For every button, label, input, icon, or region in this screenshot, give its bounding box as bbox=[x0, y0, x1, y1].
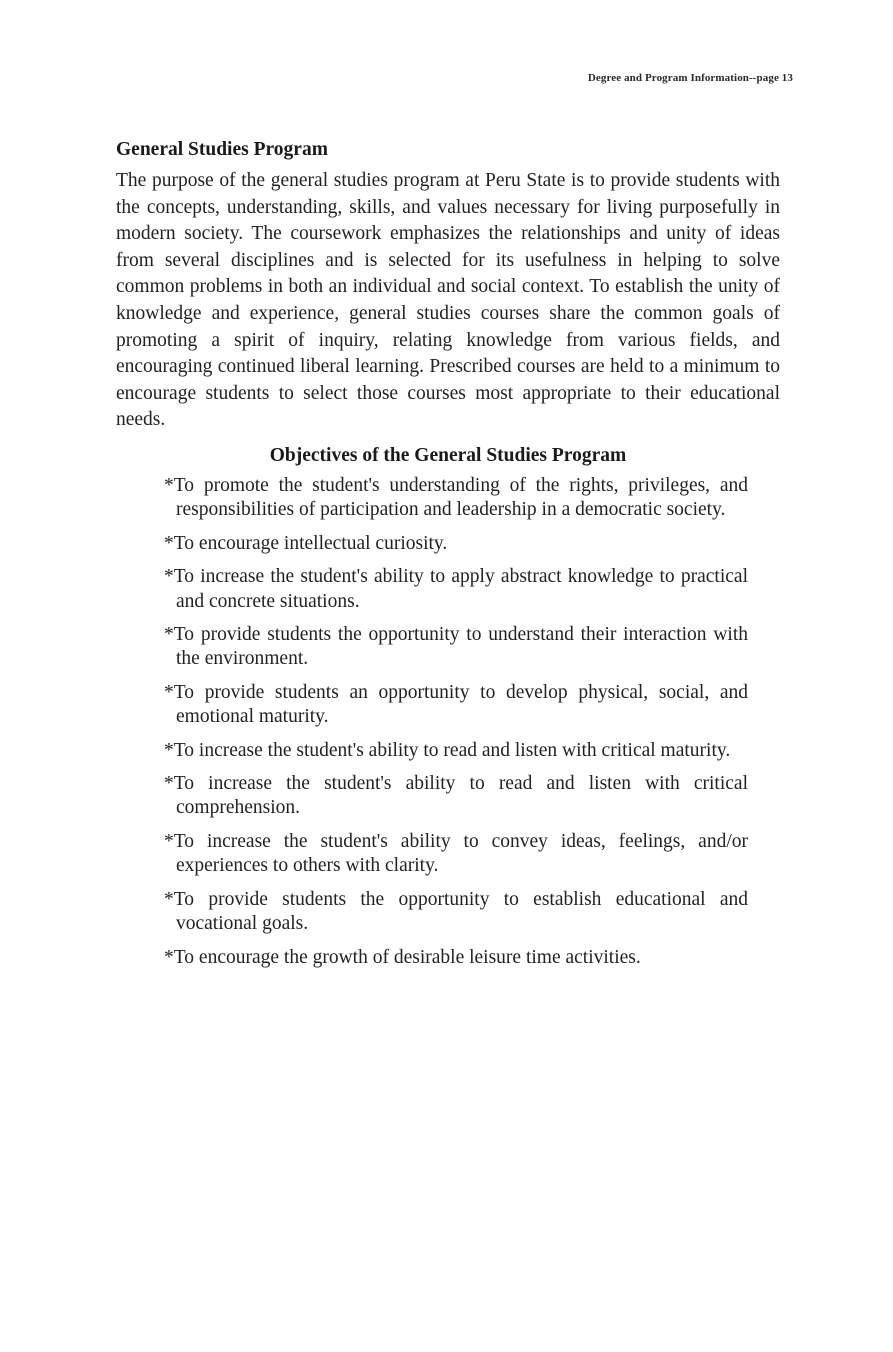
objective-item: *To increase the student's ability to read and listen with critical maturity. bbox=[164, 739, 731, 761]
objectives-title: Objectives of the General Studies Program bbox=[269, 445, 627, 466]
objectives-list bbox=[164, 474, 748, 979]
objective-item: *To provide students the opportunity to understand their interaction with the environment. bbox=[164, 624, 748, 670]
section-title: General Studies Program bbox=[116, 139, 328, 160]
running-header: Degree and Program Information--page 13 bbox=[587, 72, 793, 84]
objective-item: *To promote the student's understanding of the rights, privileges, and responsibilities of participation and leadership in a democratic society. bbox=[164, 475, 748, 521]
objective-item: *To increase the student's ability to read and listen with critical comprehension. bbox=[164, 773, 748, 819]
objective-item: *To provide students an opportunity to develop physical, social, and emotional maturity. bbox=[164, 681, 748, 728]
objective-item: *To increase the student's ability to convey ideas, feelings, and/or experiences to others with clarity. bbox=[164, 830, 748, 877]
intro-paragraph: The purpose of the general studies program at Peru State is to provide students with the concepts, understanding, skills, and values necessary for living purposefully in modern society. The coursework emphasizes the relationships and unity of ideas from several disciplines and is selected for its usefulness in helping to solve common problems in both an individual and social context. To establish the unity of knowledge and experience, general studies courses share the common goals of promoting a spirit of inquiry, relating knowledge from various fields, and encouraging continued liberal learning. Prescribed courses are held to a minimum to encourage students to select those courses most appropriate to their educational needs. bbox=[116, 170, 780, 431]
objective-item: *To increase the student's ability to apply abstract knowledge to practical and concrete situations. bbox=[164, 566, 748, 612]
objective-item: *To encourage the growth of desirable leisure time activities. bbox=[164, 946, 641, 968]
objective-item: *To provide students the opportunity to establish educational and vocational goals. bbox=[164, 888, 748, 935]
objective-item: *To encourage intellectual curiosity. bbox=[164, 532, 448, 554]
